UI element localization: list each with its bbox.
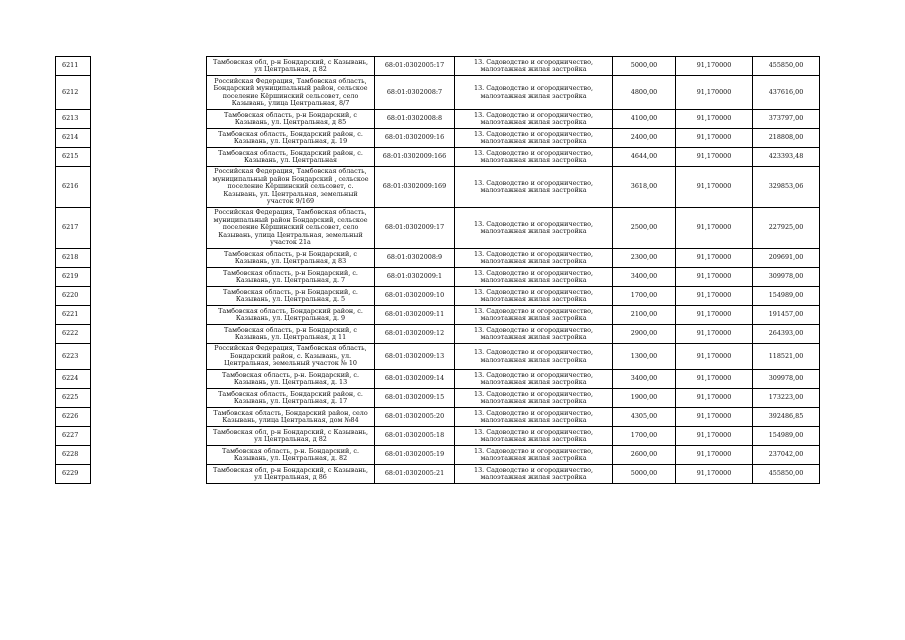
address-cell-line: Российская Федерация, Тамбовская область, [214,344,367,353]
cadastral-value-cell: 227925,00 [753,208,820,249]
empty-cell [91,76,207,110]
land-use-cell-line: малоэтажная жилая застройка [480,314,587,322]
row-number-cell: 6217 [56,208,91,249]
address-cell-line: Казывань, ул. Центральная, д. 9 [235,314,346,322]
area-cell: 1900,00 [613,389,676,408]
land-use-cell-line: малоэтажная жилая застройка [480,137,587,145]
row-number-cell: 6213 [56,110,91,129]
row-number-cell: 6216 [56,167,91,208]
table-body [56,57,820,484]
address-cell [207,408,375,427]
empty-cell [91,465,207,484]
empty-cell [91,129,207,148]
address-cell-line: Тамбовская обл, р-н Бондарский, с Казывань, [212,57,369,66]
address-cell-line: Тамбовская область, р-н Бондарский, с. [223,287,358,296]
area-cell: 3400,00 [613,370,676,389]
address-cell-line: Тамбовская область, Бондарский район, село [213,408,368,417]
unit-price-cell: 91,170000 [676,306,753,325]
address-cell [207,268,375,287]
land-use-cell-line: малоэтажная жилая застройка [480,454,587,462]
area-cell: 4100,00 [613,110,676,129]
area-cell: 3400,00 [613,268,676,287]
address-cell-line: поселение Кёршинский сельсовет, с. [227,182,354,191]
cadastral-value-cell: 392486,85 [753,408,820,427]
land-use-cell [455,287,613,306]
cadastral-number-cell: 68:01:0302005:18 [375,427,455,446]
address-cell-line: ул Центральная, д 86 [254,473,327,481]
land-use-cell-line: 13. Садоводство и огородничество, [474,110,593,119]
address-cell-line: Российская Федерация, Тамбовская область, [214,208,367,217]
address-cell [207,208,375,249]
row-number-cell: 6227 [56,427,91,446]
unit-price-cell: 91,170000 [676,167,753,208]
unit-price-cell: 91,170000 [676,268,753,287]
row-number-cell: 6226 [56,408,91,427]
address-cell-line: Казывань, ул. Центральная, д 83 [234,257,347,265]
table-row [56,249,820,268]
land-use-cell-line: 13. Садоводство и огородничество, [474,268,593,277]
table-row [56,325,820,344]
area-cell: 2300,00 [613,249,676,268]
land-use-cell-line: 13. Садоводство и огородничество, [474,84,593,93]
empty-cell [91,148,207,167]
unit-price-cell: 91,170000 [676,208,753,249]
land-use-cell [455,325,613,344]
unit-price-cell: 91,170000 [676,408,753,427]
cadastral-value-cell: 173223,00 [753,389,820,408]
unit-price-cell: 91,170000 [676,287,753,306]
empty-cell [91,306,207,325]
empty-cell [91,446,207,465]
cadastral-number-cell: 68:01:0302008:9 [375,249,455,268]
address-cell-line: поселение Кёршинский сельсовет, село [222,91,359,100]
land-use-cell [455,427,613,446]
land-use-cell [455,110,613,129]
empty-cell [91,389,207,408]
land-use-cell-line: малоэтажная жилая застройка [480,333,587,341]
cadastral-number-cell: 68:01:0302009:169 [375,167,455,208]
land-use-cell-line: 13. Садоводство и огородничество, [474,219,593,228]
empty-cell [91,268,207,287]
empty-cell [91,344,207,370]
cadastral-number-cell: 68:01:0302009:1 [375,268,455,287]
cadastral-number-cell: 68:01:0302008:8 [375,110,455,129]
table-row [56,167,820,208]
table-row [56,287,820,306]
address-cell [207,465,375,484]
land-use-cell-line: 13. Садоводство и огородничество, [474,178,593,187]
row-number-cell: 6229 [56,465,91,484]
land-use-cell-line: малоэтажная жилая застройка [480,91,587,100]
unit-price-cell: 91,170000 [676,427,753,446]
address-cell-line: Тамбовская область, р-н Бондарский, с [224,325,357,334]
land-use-cell [455,148,613,167]
address-cell-line: Тамбовская область, Бондарский район, с. [218,306,363,315]
address-cell-line: Казывань, ул. Центральная, д 85 [234,118,347,126]
row-number-cell: 6214 [56,129,91,148]
address-cell-line: Казывань, ул. Центральная, д 11 [234,333,347,341]
address-cell [207,287,375,306]
cadastral-value-cell: 237042,00 [753,446,820,465]
address-cell [207,76,375,110]
cadastral-value-cell: 264393,00 [753,325,820,344]
empty-cell [91,57,207,76]
land-use-cell [455,268,613,287]
address-cell-line: Тамбовская область, Бондарский район, с. [218,148,363,157]
empty-cell [91,110,207,129]
row-number-cell: 6220 [56,287,91,306]
row-number-cell: 6224 [56,370,91,389]
address-cell-line: Российская Федерация, Тамбовская область, [214,167,367,176]
land-use-cell-line: малоэтажная жилая застройка [480,276,587,284]
cadastral-value-cell: 373797,00 [753,110,820,129]
land-use-cell-line: 13. Садоводство и огородничество, [474,129,593,138]
area-cell: 4305,00 [613,408,676,427]
cadastral-number-cell: 68:01:0302005:17 [375,57,455,76]
land-use-cell [455,446,613,465]
land-use-cell [455,389,613,408]
land-use-cell [455,249,613,268]
land-use-cell-line: малоэтажная жилая застройка [480,435,587,443]
cadastral-number-cell: 68:01:0302009:12 [375,325,455,344]
address-cell [207,325,375,344]
area-cell: 5000,00 [613,57,676,76]
row-number-cell: 6212 [56,76,91,110]
address-cell-line: Казывань, улица Центральная, дом №84 [222,416,359,424]
area-cell: 2100,00 [613,306,676,325]
land-use-cell [455,344,613,370]
address-cell [207,110,375,129]
cadastral-number-cell: 68:01:0302009:17 [375,208,455,249]
area-cell: 4800,00 [613,76,676,110]
cadastral-number-cell: 68:01:0302009:13 [375,344,455,370]
table-row [56,370,820,389]
unit-price-cell: 91,170000 [676,325,753,344]
unit-price-cell: 91,170000 [676,370,753,389]
address-cell-line: Тамбовская область, Бондарский район, с. [218,389,363,398]
land-use-cell-line: малоэтажная жилая застройка [480,416,587,424]
area-cell: 3618,00 [613,167,676,208]
address-cell-line: муниципальный район Бондарский, сельское [213,215,368,224]
table-row [56,129,820,148]
area-cell: 2900,00 [613,325,676,344]
unit-price-cell: 91,170000 [676,389,753,408]
address-cell-line: Казывань, ул. Центральная, д. 19 [233,137,348,145]
table-row [56,148,820,167]
address-cell-line: Казывань, ул. Центральная [243,156,338,164]
area-cell: 4644,00 [613,148,676,167]
row-number-cell: 6211 [56,57,91,76]
cadastral-number-cell: 68:01:0302009:14 [375,370,455,389]
address-cell [207,167,375,208]
cadastral-value-cell: 154989,00 [753,287,820,306]
land-cadastral-table-wrapper [55,56,819,484]
area-cell: 5000,00 [613,465,676,484]
land-use-cell [455,465,613,484]
table-row [56,389,820,408]
address-cell-line: Тамбовская область, р-н. Бондарский, с. [222,370,359,379]
empty-cell [91,427,207,446]
table-row [56,408,820,427]
address-cell-line: Казывань, ул. Центральная, д. 17 [233,397,348,405]
address-cell-line: ул Центральная, д 82 [254,435,327,443]
empty-cell [91,325,207,344]
empty-cell [91,208,207,249]
table-row [56,110,820,129]
area-cell: 1700,00 [613,287,676,306]
table-row [56,427,820,446]
cadastral-number-cell: 68:01:0302005:19 [375,446,455,465]
land-use-cell-line: малоэтажная жилая застройка [480,295,587,303]
cadastral-number-cell: 68:01:0302009:10 [375,287,455,306]
cadastral-number-cell: 68:01:0302009:166 [375,148,455,167]
address-cell-line: Тамбовская область, Бондарский район, с. [218,129,363,138]
area-cell: 2600,00 [613,446,676,465]
table-row [56,465,820,484]
address-cell-line: Центральная, земельный участок № 10 [224,359,357,368]
land-use-cell-line: малоэтажная жилая застройка [480,473,587,481]
land-use-cell-line: 13. Садоводство и огородничество, [474,427,593,436]
cadastral-value-cell: 309978,00 [753,370,820,389]
address-cell-line: Казывань, улица Центральная, земельный [218,230,363,239]
row-number-cell: 6218 [56,249,91,268]
address-cell [207,370,375,389]
land-use-cell-line: 13. Садоводство и огородничество, [474,325,593,334]
land-use-cell-line: 13. Садоводство и огородничество, [474,389,593,398]
land-use-cell [455,76,613,110]
land-use-cell [455,167,613,208]
address-cell-line: Бондарский район, с. Казывань, ул. [229,351,352,360]
land-cadastral-table [55,56,820,484]
address-cell [207,249,375,268]
address-cell-line: Тамбовская область, р-н Бондарский, с [224,249,357,258]
cadastral-value-cell: 218808,00 [753,129,820,148]
cadastral-number-cell: 68:01:0302008:7 [375,76,455,110]
land-use-cell-line: малоэтажная жилая застройка [480,227,587,235]
land-use-cell [455,57,613,76]
land-use-cell [455,370,613,389]
land-use-cell-line: 13. Садоводство и огородничество, [474,249,593,258]
land-use-cell [455,129,613,148]
unit-price-cell: 91,170000 [676,249,753,268]
empty-cell [91,167,207,208]
row-number-cell: 6225 [56,389,91,408]
address-cell-line: Тамбовская область, р-н Бондарский, с. [223,268,358,277]
cadastral-value-cell: 154989,00 [753,427,820,446]
land-use-cell [455,208,613,249]
land-use-cell-line: 13. Садоводство и огородничество, [474,408,593,417]
address-cell-line: Казывань, ул. Центральная, земельный [223,189,358,198]
address-cell [207,446,375,465]
table-row [56,208,820,249]
address-cell [207,148,375,167]
cadastral-value-cell: 423393,48 [753,148,820,167]
unit-price-cell: 91,170000 [676,465,753,484]
land-use-cell-line: 13. Садоводство и огородничество, [474,348,593,357]
land-use-cell-line: малоэтажная жилая застройка [480,186,587,194]
land-use-cell-line: 13. Садоводство и огородничество, [474,370,593,379]
land-use-cell [455,408,613,427]
address-cell-line: Казывань, улица Центральная, 8/7 [231,98,350,107]
address-cell-line: участок 21а [270,238,311,247]
land-use-cell-line: малоэтажная жилая застройка [480,378,587,386]
address-cell-line: участок 9/169 [266,197,315,206]
address-cell [207,427,375,446]
address-cell-line: Российская Федерация, Тамбовская область, [214,76,367,85]
area-cell: 2400,00 [613,129,676,148]
address-cell [207,344,375,370]
unit-price-cell: 91,170000 [676,446,753,465]
unit-price-cell: 91,170000 [676,148,753,167]
address-cell-line: Тамбовская область, р-н. Бондарский, с. [222,446,359,455]
cadastral-value-cell: 437616,00 [753,76,820,110]
table-row [56,344,820,370]
table-row [56,268,820,287]
address-cell-line: поселение Кёршинский сельсовет, село [222,223,359,232]
land-use-cell-line: малоэтажная жилая застройка [480,355,587,364]
cadastral-value-cell: 329853,06 [753,167,820,208]
address-cell-line: Казывань, ул. Центральная, д. 7 [235,276,346,284]
unit-price-cell: 91,170000 [676,110,753,129]
land-use-cell-line: 13. Садоводство и огородничество, [474,446,593,455]
cadastral-number-cell: 68:01:0302009:16 [375,129,455,148]
cadastral-value-cell: 455850,00 [753,465,820,484]
empty-cell [91,287,207,306]
row-number-cell: 6221 [56,306,91,325]
address-cell [207,306,375,325]
address-cell-line: Тамбовская обл, р-н Бондарский, с Казывань, [212,465,369,474]
cadastral-value-cell: 209691,00 [753,249,820,268]
address-cell [207,129,375,148]
row-number-cell: 6228 [56,446,91,465]
land-use-cell-line: 13. Садоводство и огородничество, [474,57,593,66]
address-cell-line: муниципальный район Бондарский , сельское [212,174,369,183]
area-cell: 1300,00 [613,344,676,370]
land-use-cell-line: 13. Садоводство и огородничество, [474,306,593,315]
land-use-cell-line: 13. Садоводство и огородничество, [474,148,593,157]
area-cell: 1700,00 [613,427,676,446]
area-cell: 2500,00 [613,208,676,249]
address-cell-line: Бондарский муниципальный район, сельское [213,84,368,93]
address-cell-line: Тамбовская обл, р-н Бондарский, с Казывань, [212,427,369,436]
cadastral-number-cell: 68:01:0302005:21 [375,465,455,484]
cadastral-value-cell: 118521,00 [753,344,820,370]
address-cell-line: Тамбовская область, р-н Бондарский, с [224,110,357,119]
row-number-cell: 6223 [56,344,91,370]
address-cell-line: Казывань, ул. Центральная, д. 82 [233,454,348,462]
address-cell-line: Казывань, ул. Центральная, д. 5 [235,295,346,303]
address-cell [207,57,375,76]
land-use-cell-line: 13. Садоводство и огородничество, [474,287,593,296]
land-use-cell-line: малоэтажная жилая застройка [480,156,587,164]
address-cell-line: Казывань, ул. Центральная, д. 13 [233,378,348,386]
cadastral-value-cell: 309978,00 [753,268,820,287]
unit-price-cell: 91,170000 [676,129,753,148]
empty-cell [91,249,207,268]
unit-price-cell: 91,170000 [676,76,753,110]
row-number-cell: 6222 [56,325,91,344]
land-use-cell-line: 13. Садоводство и огородничество, [474,465,593,474]
row-number-cell: 6219 [56,268,91,287]
cadastral-value-cell: 191457,00 [753,306,820,325]
cadastral-number-cell: 68:01:0302009:11 [375,306,455,325]
cadastral-number-cell: 68:01:0302005:20 [375,408,455,427]
table-row [56,306,820,325]
empty-cell [91,370,207,389]
cadastral-number-cell: 68:01:0302009:15 [375,389,455,408]
address-cell [207,389,375,408]
land-use-cell-line: малоэтажная жилая застройка [480,397,587,405]
row-number-cell: 6215 [56,148,91,167]
table-row [56,76,820,110]
land-use-cell-line: малоэтажная жилая застройка [480,65,587,73]
unit-price-cell: 91,170000 [676,344,753,370]
land-use-cell-line: малоэтажная жилая застройка [480,118,587,126]
land-use-cell-line: малоэтажная жилая застройка [480,257,587,265]
table-row [56,57,820,76]
address-cell-line: ул Центральная, д 82 [254,65,327,73]
land-use-cell [455,306,613,325]
empty-cell [91,408,207,427]
cadastral-value-cell: 455850,00 [753,57,820,76]
table-row [56,446,820,465]
unit-price-cell: 91,170000 [676,57,753,76]
